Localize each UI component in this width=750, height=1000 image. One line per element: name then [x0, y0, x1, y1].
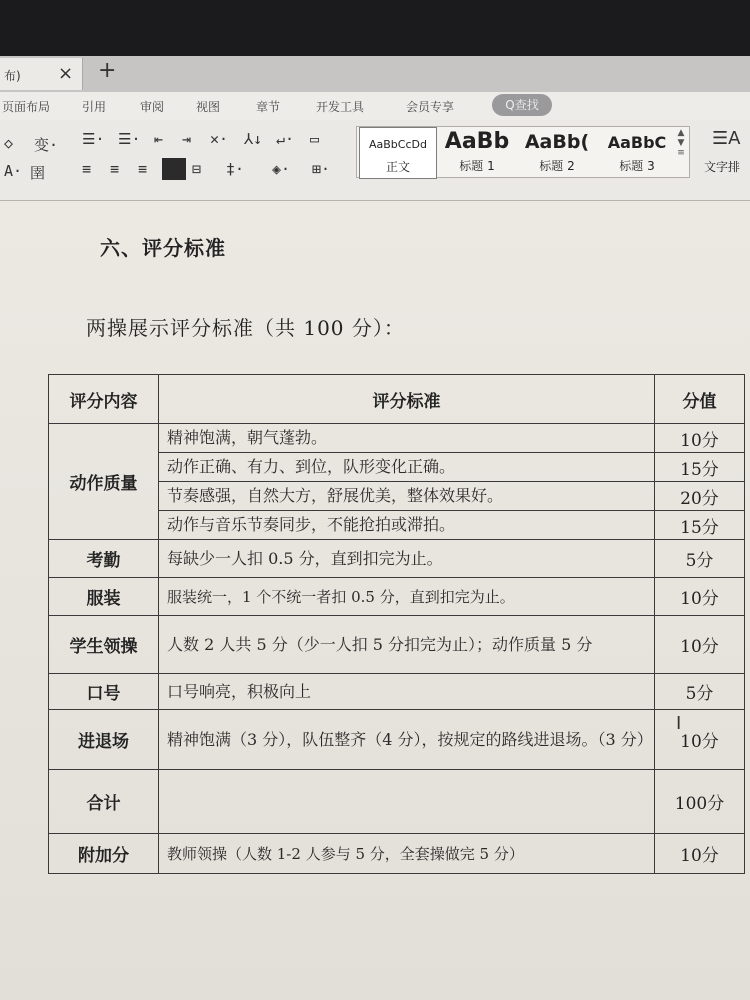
- header-criteria: 评分标准: [159, 375, 655, 424]
- table-header-row: [49, 375, 745, 424]
- criteria-cell: 精神饱满，朝气蓬勃。: [159, 424, 655, 453]
- menu-developer[interactable]: 开发工具: [316, 100, 365, 114]
- style-heading-1-label: 标题 1: [459, 159, 495, 173]
- criteria-cell: 人数 2 人共 5 分（少一人扣 5 分扣完为止）；动作质量 5 分: [159, 616, 655, 674]
- table-row: [49, 710, 745, 770]
- table-row: [49, 770, 745, 834]
- menu-view[interactable]: 视图: [196, 100, 221, 114]
- align-center-icon[interactable]: ≡: [110, 160, 120, 178]
- menu-section[interactable]: 章节: [256, 100, 281, 114]
- score-cell: 10分: [655, 578, 745, 616]
- category-cell: 进退场: [49, 710, 159, 770]
- style-normal-preview: AaBbCcDd: [369, 138, 427, 151]
- criteria-cell: 节奏感强，自然大方，舒展优美，整体效果好。: [159, 482, 655, 511]
- justify-icon[interactable]: [162, 158, 186, 180]
- style-heading-3-preview: AaBbC: [607, 133, 667, 152]
- text-layout-label: 文字排: [704, 160, 741, 174]
- menu-references[interactable]: 引用: [82, 100, 107, 114]
- bullet-list-icon[interactable]: ☰·: [82, 130, 105, 148]
- style-heading-3[interactable]: [599, 127, 675, 177]
- criteria-cell: 每缺少一人扣 0.5 分，直到扣完为止。: [159, 540, 655, 578]
- line-spacing-icon[interactable]: ‡·: [226, 160, 245, 178]
- new-tab-button[interactable]: +: [98, 58, 117, 83]
- category-cell: 合计: [49, 770, 159, 834]
- document-tab[interactable]: [0, 58, 83, 90]
- search-button[interactable]: Q查找: [492, 94, 552, 116]
- style-heading-1[interactable]: [439, 127, 515, 177]
- category-cell: 考勤: [49, 540, 159, 578]
- distributed-align-icon[interactable]: ⊟: [192, 160, 202, 178]
- score-cell: 5分: [655, 674, 745, 710]
- section-title: 六、评分标准: [100, 236, 226, 260]
- text-cursor-icon: I: [676, 713, 682, 734]
- score-cell: 10分: [655, 710, 745, 770]
- table-row: [49, 424, 745, 453]
- category-cell: 口号: [49, 674, 159, 710]
- score-cell: 15分: [655, 453, 745, 482]
- style-heading-2-label: 标题 2: [539, 159, 575, 173]
- increase-indent-icon[interactable]: ⇥: [182, 130, 192, 148]
- score-cell: 10分: [655, 424, 745, 453]
- style-heading-2[interactable]: [519, 127, 595, 177]
- table-grid-icon[interactable]: ▭: [310, 130, 320, 148]
- close-icon[interactable]: ×: [58, 63, 74, 84]
- score-cell: 10分: [655, 616, 745, 674]
- borders-icon[interactable]: ⊞·: [312, 160, 331, 178]
- chinese-layout-icon[interactable]: ✕·: [210, 130, 229, 148]
- criteria-cell: 口号响亮，积极向上: [159, 674, 655, 710]
- table-row: [49, 540, 745, 578]
- menu-page-layout[interactable]: 页面布局: [2, 100, 51, 114]
- criteria-cell: 动作与音乐节奏同步，不能抢拍或滞拍。: [159, 511, 655, 540]
- style-heading-1-preview: AaBb: [444, 129, 510, 154]
- show-marks-icon[interactable]: ↵·: [276, 130, 295, 148]
- border-char-icon[interactable]: 圉: [30, 164, 46, 182]
- criteria-cell: [159, 770, 655, 834]
- category-cell: 学生领操: [49, 616, 159, 674]
- category-cell: 动作质量: [49, 424, 159, 540]
- table-row: [49, 834, 745, 874]
- score-cell: 20分: [655, 482, 745, 511]
- sort-icon[interactable]: ⅄↓: [244, 130, 263, 148]
- criteria-cell: 服装统一，1 个不统一者扣 0.5 分，直到扣完为止。: [159, 578, 655, 616]
- criteria-cell: 教师领操（人数 1-2 人参与 5 分，全套操做完 5 分）: [159, 834, 655, 874]
- text-layout-icon: ☰A: [712, 128, 741, 149]
- menu-member[interactable]: 会员专享: [406, 100, 455, 114]
- header-score: 分值: [655, 375, 745, 424]
- style-normal[interactable]: [359, 127, 437, 179]
- styles-gallery: [356, 126, 690, 178]
- table-row: [49, 616, 745, 674]
- font-color-icon[interactable]: A·: [4, 162, 23, 180]
- score-cell: 100分: [655, 770, 745, 834]
- score-cell: 10分: [655, 834, 745, 874]
- table-row: [49, 674, 745, 710]
- criteria-cell: 动作正确、有力、到位，队形变化正确。: [159, 453, 655, 482]
- criteria-cell: 精神饱满（3 分），队伍整齐（4 分），按规定的路线进退场。（3 分）: [159, 710, 655, 770]
- category-cell: 服装: [49, 578, 159, 616]
- decrease-indent-icon[interactable]: ⇤: [154, 130, 164, 148]
- numbered-list-icon[interactable]: ☰·: [118, 130, 141, 148]
- phonetic-guide-icon[interactable]: 变·: [34, 136, 59, 154]
- table-row: [49, 578, 745, 616]
- clear-format-icon[interactable]: ◇: [4, 134, 14, 152]
- shading-icon[interactable]: ◈·: [272, 160, 291, 178]
- style-heading-2-preview: AaBb(: [524, 131, 590, 153]
- menu-bar: [0, 92, 750, 120]
- header-category: 评分内容: [49, 375, 159, 424]
- style-normal-label: 正文: [385, 160, 410, 174]
- menu-review[interactable]: 审阅: [140, 100, 165, 114]
- styles-scroll-icon[interactable]: ▲ ▼ ≡: [677, 128, 685, 158]
- text-layout-button[interactable]: [702, 126, 750, 176]
- align-left-icon[interactable]: ≡: [82, 160, 92, 178]
- align-right-icon[interactable]: ≡: [138, 160, 148, 178]
- document-subtitle: 两操展示评分标准（共 100 分）：: [86, 316, 405, 340]
- score-cell: 5分: [655, 540, 745, 578]
- category-cell: 附加分: [49, 834, 159, 874]
- document-tab-title: 布): [4, 69, 21, 83]
- style-heading-3-label: 标题 3: [619, 159, 655, 173]
- score-cell: 15分: [655, 511, 745, 540]
- scoring-table: [48, 374, 745, 874]
- window-top-bar: [0, 0, 750, 56]
